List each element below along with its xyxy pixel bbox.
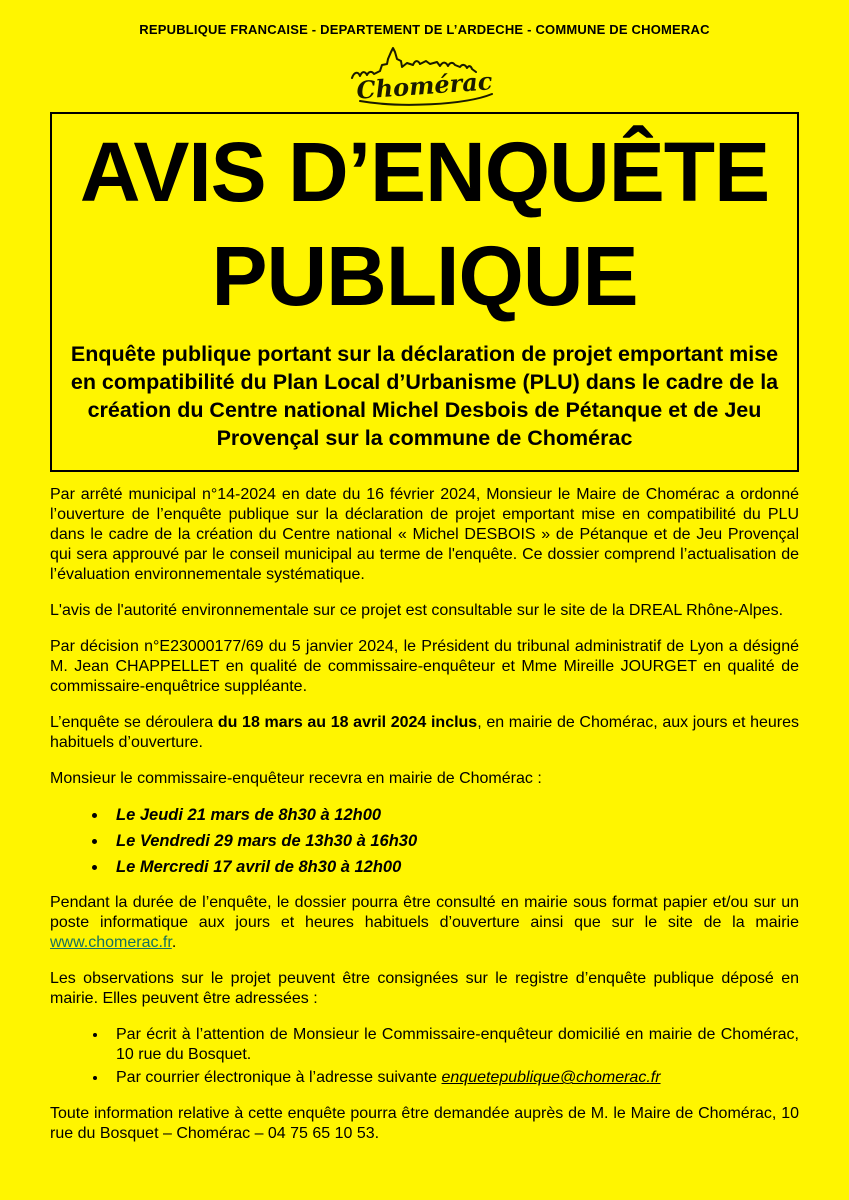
enquete-email-link[interactable]: enquetepublique@chomerac.fr (441, 1069, 661, 1087)
paragraph-observations: Les observations sur le projet peuvent être consignées sur le registre d’enquête publique déposé en mairie. Elles peuvent être adressées : (50, 970, 799, 1008)
logo-script-name: Chomérac (355, 66, 493, 105)
paragraph-decision: Par décision n°E23000177/69 du 5 janvier 2024, le Président du tribunal administratif de Lyon a désigné M. Jean CHAPPELLET en qualité de commissaire-enquêteur et Mme Mireille JOURGET en qualité de commissaire-enquêtrice suppléante. (50, 638, 799, 696)
schedule-item-2: • Le Vendredi 29 mars de 13h30 à 16h30 (108, 831, 799, 851)
notice-title: AVIS D’ENQUÊTE PUBLIQUE (79, 125, 770, 324)
contact-item-email (108, 1068, 799, 1088)
consultation-pre: Pendant la durée de l’enquête, le dossier pourra être consulté en mairie sous format papier et/ou sur un poste informatique aux jours et heures habituels d’ouverture ainsi que sur le site de la mairie (50, 894, 799, 932)
chomerac-skyline-logo-icon (330, 42, 520, 106)
consultation-post: . (171, 934, 177, 952)
notice-title-box (50, 112, 799, 472)
paragraph-consultation (50, 893, 799, 953)
paragraph-permanences-intro: Monsieur le commissaire-enquêteur recevra en mairie de Chomérac : (50, 770, 542, 788)
duree-pre: L’enquête se déroulera (50, 714, 218, 732)
duree-dates-bold: du 18 mars au 18 avril 2024 inclus (217, 714, 478, 732)
commune-logo (325, 42, 525, 106)
paragraph-arrete: Par arrêté municipal n°14-2024 en date du 16 février 2024, Monsieur le Maire de Chomérac a ordonné l’ouverture de l’enquête publique sur la déclaration de projet emportant mise en compatibilité du PLU dans le cadre de la création du Centre national « Michel DESBOIS » de Pétanque et de Jeu Provençal qui sera approuvé par le conseil municipal au terme de l'enquête. Ce dossier comprend l’actualisation de l’évaluation environnementale systématique. (50, 486, 799, 584)
header-line: REPUBLIQUE FRANCAISE - DEPARTEMENT DE L’ARDECHE - COMMUNE DE CHOMERAC (139, 22, 710, 37)
schedule-item-3: • Le Mercredi 17 avril de 8h30 à 12h00 (108, 857, 799, 877)
schedule-item-1: • Le Jeudi 21 mars de 8h30 à 12h00 (108, 805, 799, 825)
duree-post: , en mairie de Chomérac, aux jours et heures habituels d’ouverture. (50, 714, 800, 752)
contact-email-pre: Par courrier électronique à l’adresse suivante (116, 1069, 442, 1087)
contact-methods-list (50, 1025, 799, 1088)
paragraph-informations: Toute information relative à cette enquête pourra être demandée auprès de M. le Maire de Chomérac, 10 rue du Bosquet – Chomérac – 04 75 65 10 53. (50, 1105, 799, 1143)
notice-body (50, 485, 799, 1144)
notice-subtitle: Enquête publique portant sur la déclaration de projet emportant mise en compatibilité du Plan Local d’Urbanisme (PLU) dans le cadre de la création du Centre national Michel Desbois de Pétanque et de Jeu Provençal sur la commune de Chomérac (70, 342, 779, 451)
paragraph-avis-autorite: L'avis de l'autorité environnementale sur ce projet est consultable sur le site de la DREAL Rhône-Alpes. (50, 602, 784, 620)
mairie-website-link[interactable]: www.chomerac.fr (50, 934, 172, 952)
paragraph-duree (50, 713, 799, 753)
permanence-schedule-list (50, 805, 799, 877)
contact-item-written: • Par écrit à l’attention de Monsieur le Commissaire-enquêteur domicilié en mairie de Chomérac, 10 rue du Bosquet. (108, 1025, 799, 1065)
